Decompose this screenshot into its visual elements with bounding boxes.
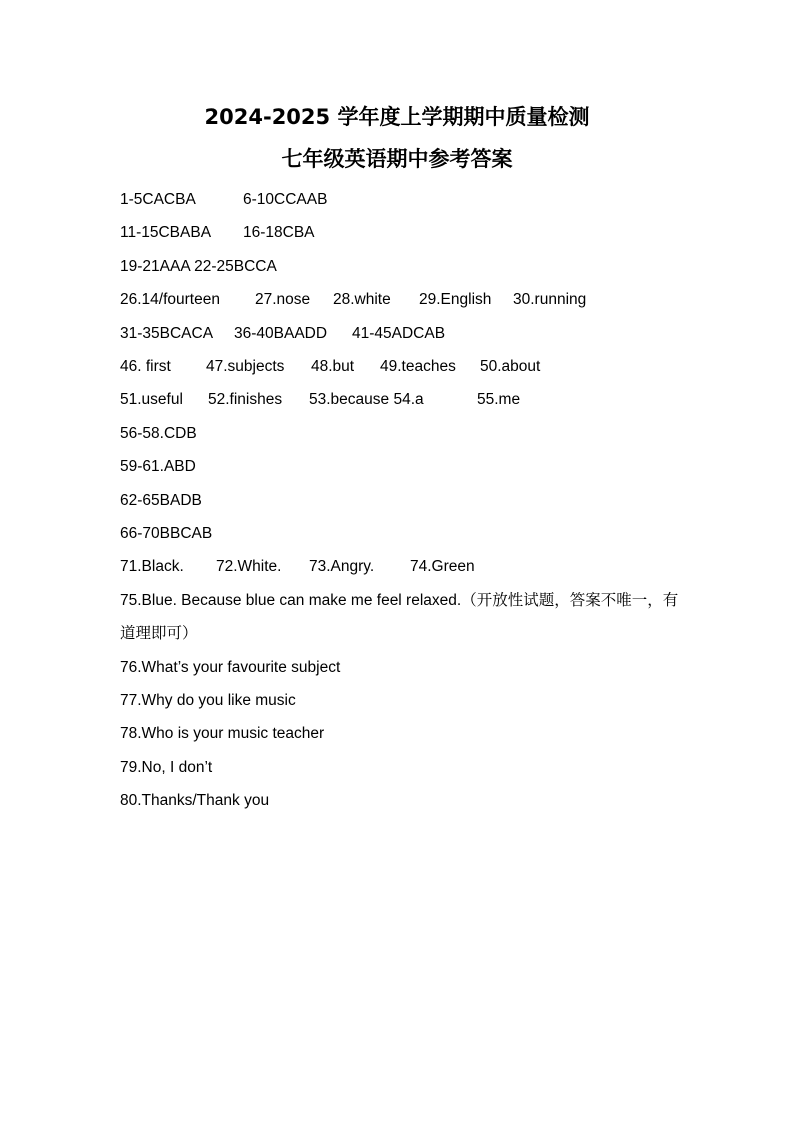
answer-item: 78.Who is your music teacher (120, 725, 325, 743)
answer-item: 16-18CBA (243, 224, 315, 242)
answer-item: 47.subjects (206, 357, 285, 375)
answer-item: 49.teaches (380, 357, 456, 375)
answer-item: 41-45ADCAB (352, 324, 446, 342)
answer-row (120, 322, 690, 355)
answer-row (120, 789, 690, 822)
answer-item: 77.Why do you like music (120, 691, 296, 709)
answer-row (120, 221, 690, 254)
answer-row (120, 489, 690, 522)
answer-item: 6-10CCAAB (243, 191, 328, 208)
answer-item: 62-65BADB (120, 491, 202, 509)
answer-row (120, 656, 690, 689)
answer-item: 79.No, I don’t (120, 758, 213, 776)
answer-item: 66-70BBCAB (120, 524, 213, 542)
answer-row (120, 455, 690, 488)
answer-item: 76.What’s your favourite subject (120, 658, 341, 676)
answer-item: 71.Black. (120, 558, 184, 576)
answer-item: 28.white (333, 291, 391, 309)
answer-item: 55.me (477, 391, 521, 409)
answer-item: 30.running (513, 291, 587, 309)
answer-row (120, 288, 690, 321)
document-title: 2024-2025 学年度上学期期中质量检测 (204, 105, 590, 129)
answer-item: 19-21AAA 22-25BCCA (120, 257, 277, 275)
answer-row (120, 522, 690, 555)
answer-item: 59-61.ABD (120, 458, 196, 476)
answer-item: 51.useful (120, 391, 183, 409)
answer-item: 74.Green (410, 558, 475, 576)
answer-paragraph: 75.Blue. Because blue can make me feel relaxed.（开放性试题，答案不唯一，有道理即可） (120, 591, 679, 643)
answer-item: 48.but (311, 357, 355, 375)
answer-row (120, 355, 690, 388)
answer-item: 52.finishes (208, 391, 283, 409)
answer-item: 1-5CACBA (120, 191, 196, 208)
answer-row (120, 188, 690, 221)
answer-item: 29.English (419, 291, 492, 309)
answer-item: 26.14/fourteen (120, 291, 220, 309)
answer-item: 80.Thanks/Thank you (120, 792, 270, 810)
answer-row (120, 722, 690, 755)
answer-item: 72.White. (216, 558, 282, 576)
answer-item: 36-40BAADD (234, 324, 328, 342)
answer-item: 73.Angry. (309, 558, 375, 576)
answer-item: 50.about (480, 357, 541, 375)
answer-item: 53.because 54.a (309, 391, 424, 409)
answer-item: 56-58.CDB (120, 424, 197, 442)
answer-item: 31-35BCACA (120, 324, 214, 342)
answer-row (120, 388, 690, 421)
answer-row (120, 255, 690, 288)
answer-row (120, 689, 690, 722)
document-subtitle: 七年级英语期中参考答案 (281, 147, 513, 171)
answer-item: 27.nose (255, 291, 311, 309)
answer-row (120, 756, 690, 789)
answer-item: 46. first (120, 357, 171, 375)
answer-list (120, 188, 690, 822)
answer-item: 11-15CBABA (120, 224, 212, 242)
answer-row (120, 422, 690, 455)
